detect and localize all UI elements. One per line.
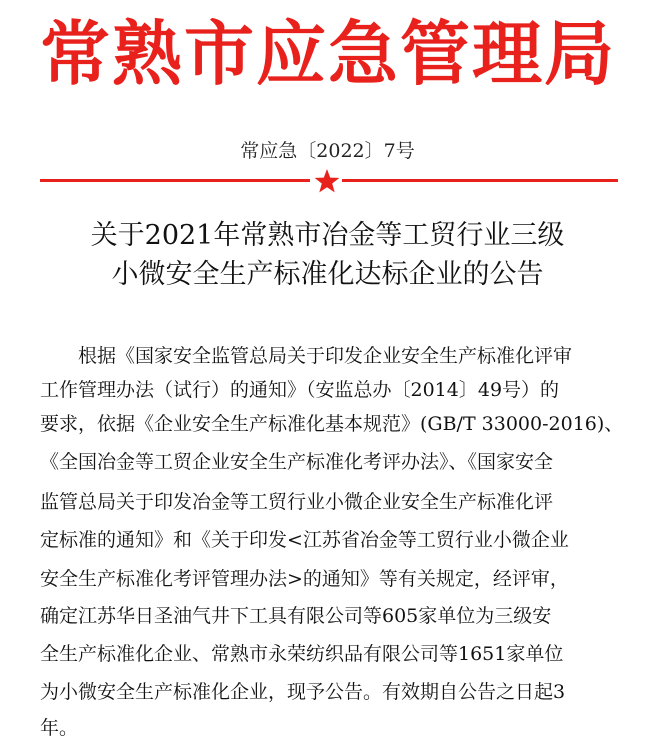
red-rule-left — [40, 179, 310, 182]
star-icon — [314, 168, 340, 194]
body-line: 确定江苏华日圣油气井下工具有限公司等605家单位为三级安 — [40, 605, 552, 627]
notice-title-line-1: 关于2021年常熟市冶金等工贸行业三级 — [90, 220, 565, 251]
document-number: 常应急〔2022〕7号 — [240, 140, 415, 162]
red-rule-right — [342, 179, 618, 182]
body-line: 全生产标准化企业、常熟市永荣纺织品有限公司等1651家单位 — [40, 643, 564, 665]
body-line: 《全国冶金等工贸企业安全生产标准化考评办法》、《国家安全 — [40, 451, 554, 473]
body-line: 定标准的通知》和《关于印发<江苏省冶金等工贸行业小微企业 — [40, 529, 569, 551]
body-line: 要求，依据《企业安全生产标准化基本规范》(GB/T 33000-2016)、 — [40, 413, 624, 435]
issuing-authority-title: 常熟市应急管理局 — [40, 13, 616, 95]
body-line: 年。 — [40, 717, 79, 739]
body-line: 为小微安全生产标准化企业，现予公告。有效期自公告之日起3 — [40, 681, 566, 703]
body-line: 根据《国家安全监管总局关于印发企业安全生产标准化评审 — [40, 345, 573, 367]
body-line: 工作管理办法（试行）的通知》（安监总办〔2014〕49号）的 — [40, 379, 560, 401]
notice-title-line-2: 小微安全生产标准化达标企业的公告 — [111, 259, 544, 290]
body-line: 安全生产标准化考评管理办法>的通知》等有关规定，经评审， — [40, 568, 569, 590]
body-line: 监管总局关于印发冶金等工贸行业小微企业安全生产标准化评 — [40, 491, 554, 513]
